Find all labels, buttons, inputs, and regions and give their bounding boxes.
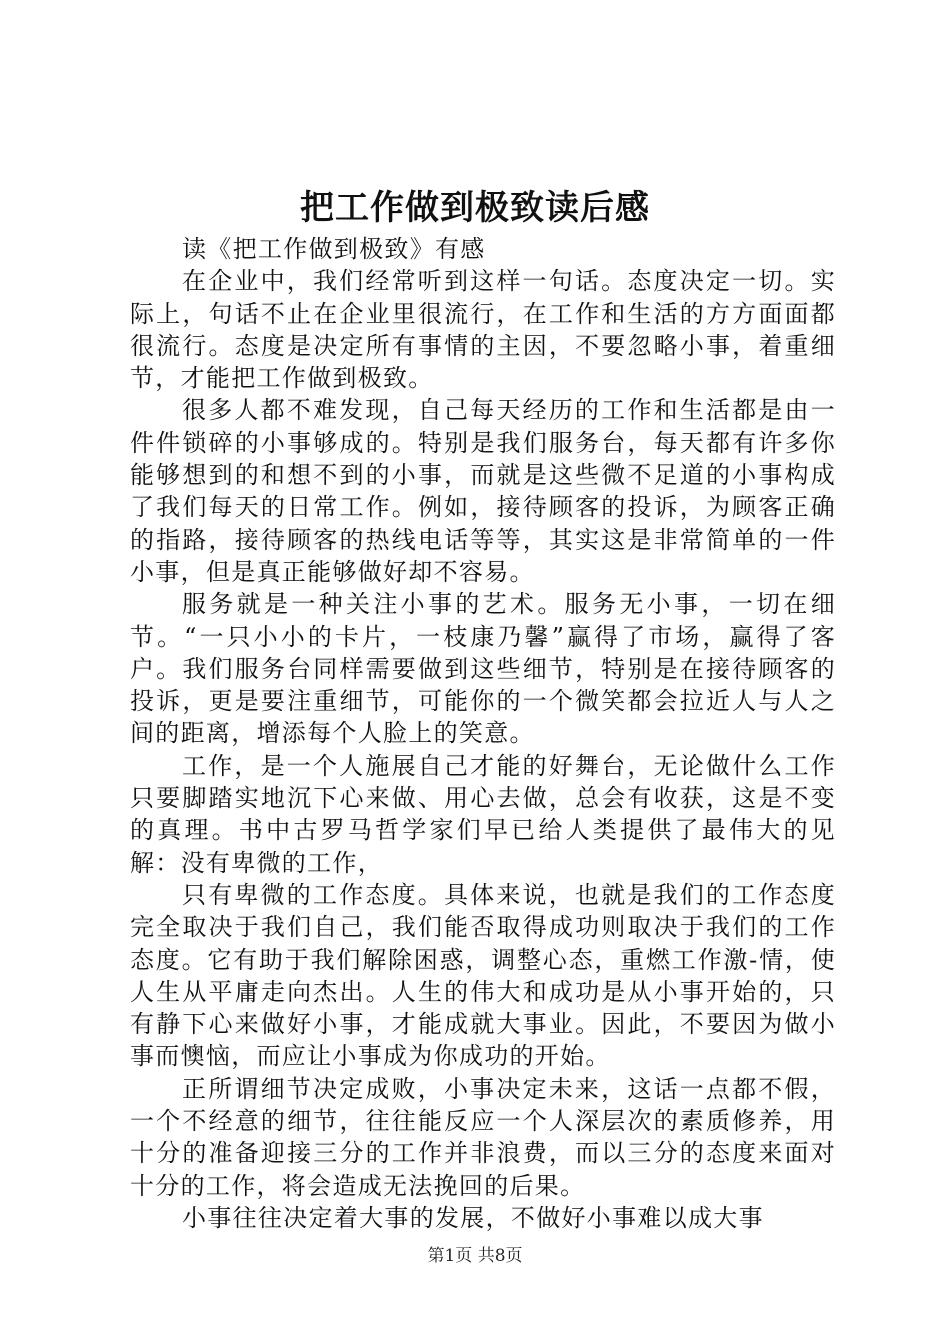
- body-paragraph: 只有卑微的工作态度。具体来说，也就是我们的工作态度完全取决于我们自己，我们能否取得成功则取决于我们的工作态度。它有助于我们解除困惑，调整心态，重燃工作激-情，使人生从平庸走向杰出。人生的伟大和成功是从小事开始的，只有静下心来做好小事，才能成就大事业。因此，不要因为做小事而懊恼，而应让小事成为你成功的开始。: [130, 880, 836, 1071]
- document-title: 把工作做到极致读后感: [300, 188, 650, 228]
- page-number-footer: 第1页 共8页: [427, 1246, 523, 1266]
- body-paragraph: 工作，是一个人施展自己才能的好舞台，无论做什么工作只要脚踏实地沉下心来做、用心去做，总会有收获，这是不变的真理。书中古罗马哲学家们早已给人类提供了最伟大的见解：没有卑微的工作，: [130, 751, 836, 877]
- body-paragraph: 服务就是一种关注小事的艺术。服务无小事，一切在细节。“一只小小的卡片，一枝康乃馨”赢得了市场，赢得了客户。我们服务台同样需要做到这些细节，特别是在接待顾客的投诉，更是要注重细节，可能你的一个微笑都会拉近人与人之间的距离，增添每个人脸上的笑意。: [130, 590, 836, 748]
- body-paragraph: 小事往往决定着大事的发展，不做好小事难以成大事: [182, 1203, 764, 1232]
- body-paragraph: 在企业中，我们经常听到这样一句话。态度决定一切。实际上，句话不止在企业里很流行，在工作和生活的方方面面都很流行。态度是决定所有事情的主因，不要忽略小事，着重细节，才能把工作做到极致。: [130, 267, 836, 393]
- body-paragraph: 正所谓细节决定成败，小事决定未来，这话一点都不假，一个不经意的细节，往往能反应一个人深层次的素质修养，用十分的准备迎接三分的工作并非浪费，而以三分的态度来面对十分的工作，将会造成无法挽回的后果。: [130, 1074, 836, 1200]
- body-paragraph: 很多人都不难发现，自己每天经历的工作和生活都是由一件件锁碎的小事够成的。特别是我们服务台，每天都有许多你能够想到的和想不到的小事，而就是这些微不足道的小事构成了我们每天的日常工作。例如，接待顾客的投诉，为顾客正确的指路，接待顾客的热线电话等等，其实这是非常简单的一件小事，但是真正能够做好却不容易。: [130, 396, 836, 586]
- document-body: [130, 233, 836, 1234]
- subtitle-paragraph: 读《把工作做到极致》有感: [182, 235, 486, 263]
